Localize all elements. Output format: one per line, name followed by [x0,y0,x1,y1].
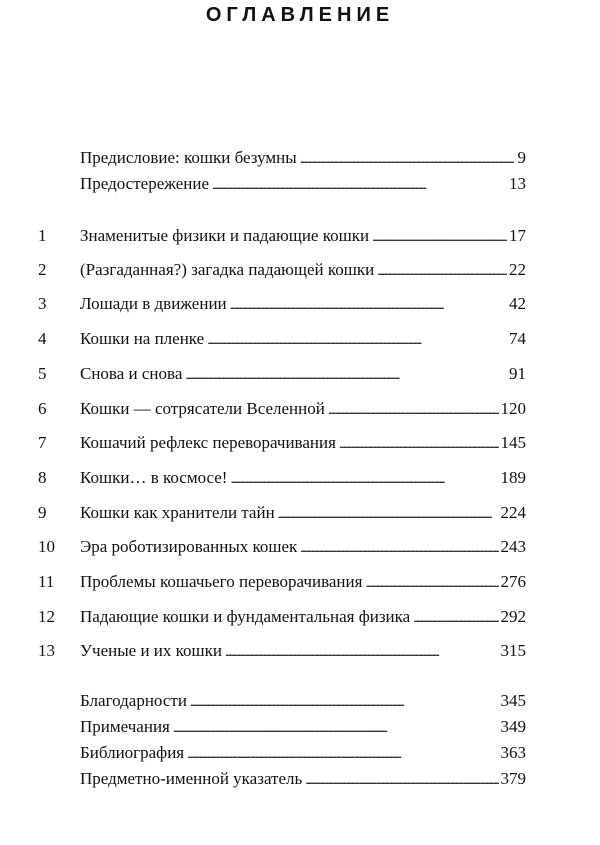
dot-leader [278,502,499,525]
page-number: 276 [500,572,526,591]
dot-leader [173,716,499,739]
page-number: 363 [500,743,526,762]
page-number: 91 [509,364,526,383]
page-number: 22 [509,260,526,279]
page-number: 292 [500,607,526,626]
entry-label: Благодарности [80,691,187,710]
chapter-number: 8 [38,468,47,487]
dot-leader [212,173,507,196]
entry-label: Кошки на пленке [80,329,205,348]
chapter-number: 9 [38,503,47,522]
page-number: 9 [517,148,526,167]
entry-label: Кошачий рефлекс переворачивания [80,433,336,452]
page-number: 13 [509,174,526,193]
toc-entry-chapter-4[interactable] [0,328,600,350]
chapter-number: 2 [38,260,47,279]
entry-label: (Разгаданная?) загадка падающей кошки [80,260,375,279]
toc-entry-acknowledgements[interactable] [0,690,600,712]
toc-entry-notes[interactable] [0,716,600,738]
toc-entry-warning[interactable] [0,173,600,195]
chapter-number: 11 [38,572,55,591]
toc-entry-chapter-3[interactable] [0,293,600,315]
page-number: 74 [509,329,526,348]
page-number: 345 [500,691,526,710]
page-number: 17 [509,226,526,245]
chapter-number: 7 [38,433,47,452]
dot-leader [339,432,499,455]
dot-leader [372,225,507,248]
entry-label: Кошки как хранители тайн [80,503,275,522]
toc-entry-chapter-13[interactable] [0,640,600,662]
chapter-number: 10 [38,537,55,556]
toc-entry-chapter-7[interactable] [0,432,600,454]
dot-leader [328,398,499,421]
entry-label: Кошки — сотрясатели Вселенной [80,399,325,418]
entry-label: Предметно-именной указатель [80,769,303,788]
entry-label: Снова и снова [80,364,183,383]
toc-entry-chapter-11[interactable] [0,571,600,593]
chapter-number: 12 [38,607,55,626]
chapter-number: 5 [38,364,47,383]
toc-entry-index[interactable] [0,768,600,790]
toc-entry-chapter-6[interactable] [0,398,600,420]
chapter-number: 4 [38,329,47,348]
toc-entry-chapter-2[interactable] [0,259,600,281]
dot-leader [230,293,507,316]
dot-leader [300,536,498,559]
entry-label: Эра роботизированных кошек [80,537,298,556]
page-number: 224 [500,503,526,522]
toc-entry-chapter-8[interactable] [0,467,600,489]
entry-label: Предисловие: кошки безумны [80,148,297,167]
entry-label: Библиография [80,743,185,762]
page-number: 189 [500,468,526,487]
chapter-number: 13 [38,641,55,660]
page-number: 120 [500,399,526,418]
entry-label: Кошки… в космосе! [80,468,228,487]
toc-entry-chapter-5[interactable] [0,363,600,385]
page-number: 243 [500,537,526,556]
page-title: ОГЛАВЛЕНИЕ [205,4,395,26]
page-number: 315 [500,641,526,660]
dot-leader [207,328,507,351]
toc-entry-preface[interactable] [0,147,600,169]
toc-entry-chapter-1[interactable] [0,225,600,247]
dot-leader [300,147,516,170]
dot-leader [305,768,498,791]
chapter-number: 1 [38,226,47,245]
toc-entry-bibliography[interactable] [0,742,600,764]
dot-leader [377,259,507,282]
dot-leader [225,640,499,663]
page-number: 349 [500,717,526,736]
toc-entry-chapter-9[interactable] [0,502,600,524]
toc-entry-chapter-10[interactable] [0,536,600,558]
page-number: 145 [500,433,526,452]
entry-label: Проблемы кошачьего переворачивания [80,572,363,591]
dot-leader [230,467,498,490]
dot-leader [185,363,507,386]
chapter-number: 6 [38,399,47,418]
entry-label: Падающие кошки и фундаментальная физика [80,607,411,626]
dot-leader [365,571,498,594]
page-number: 42 [509,294,526,313]
toc-entry-chapter-12[interactable] [0,606,600,628]
entry-label: Знаменитые физики и падающие кошки [80,226,370,245]
entry-label: Лошади в движении [80,294,227,313]
entry-label: Предостережение [80,174,210,193]
entry-label: Примечания [80,717,170,736]
dot-leader [187,742,498,765]
chapter-number: 3 [38,294,47,313]
entry-label: Ученые и их кошки [80,641,222,660]
dot-leader [413,606,498,629]
page-number: 379 [500,769,526,788]
dot-leader [190,690,499,713]
